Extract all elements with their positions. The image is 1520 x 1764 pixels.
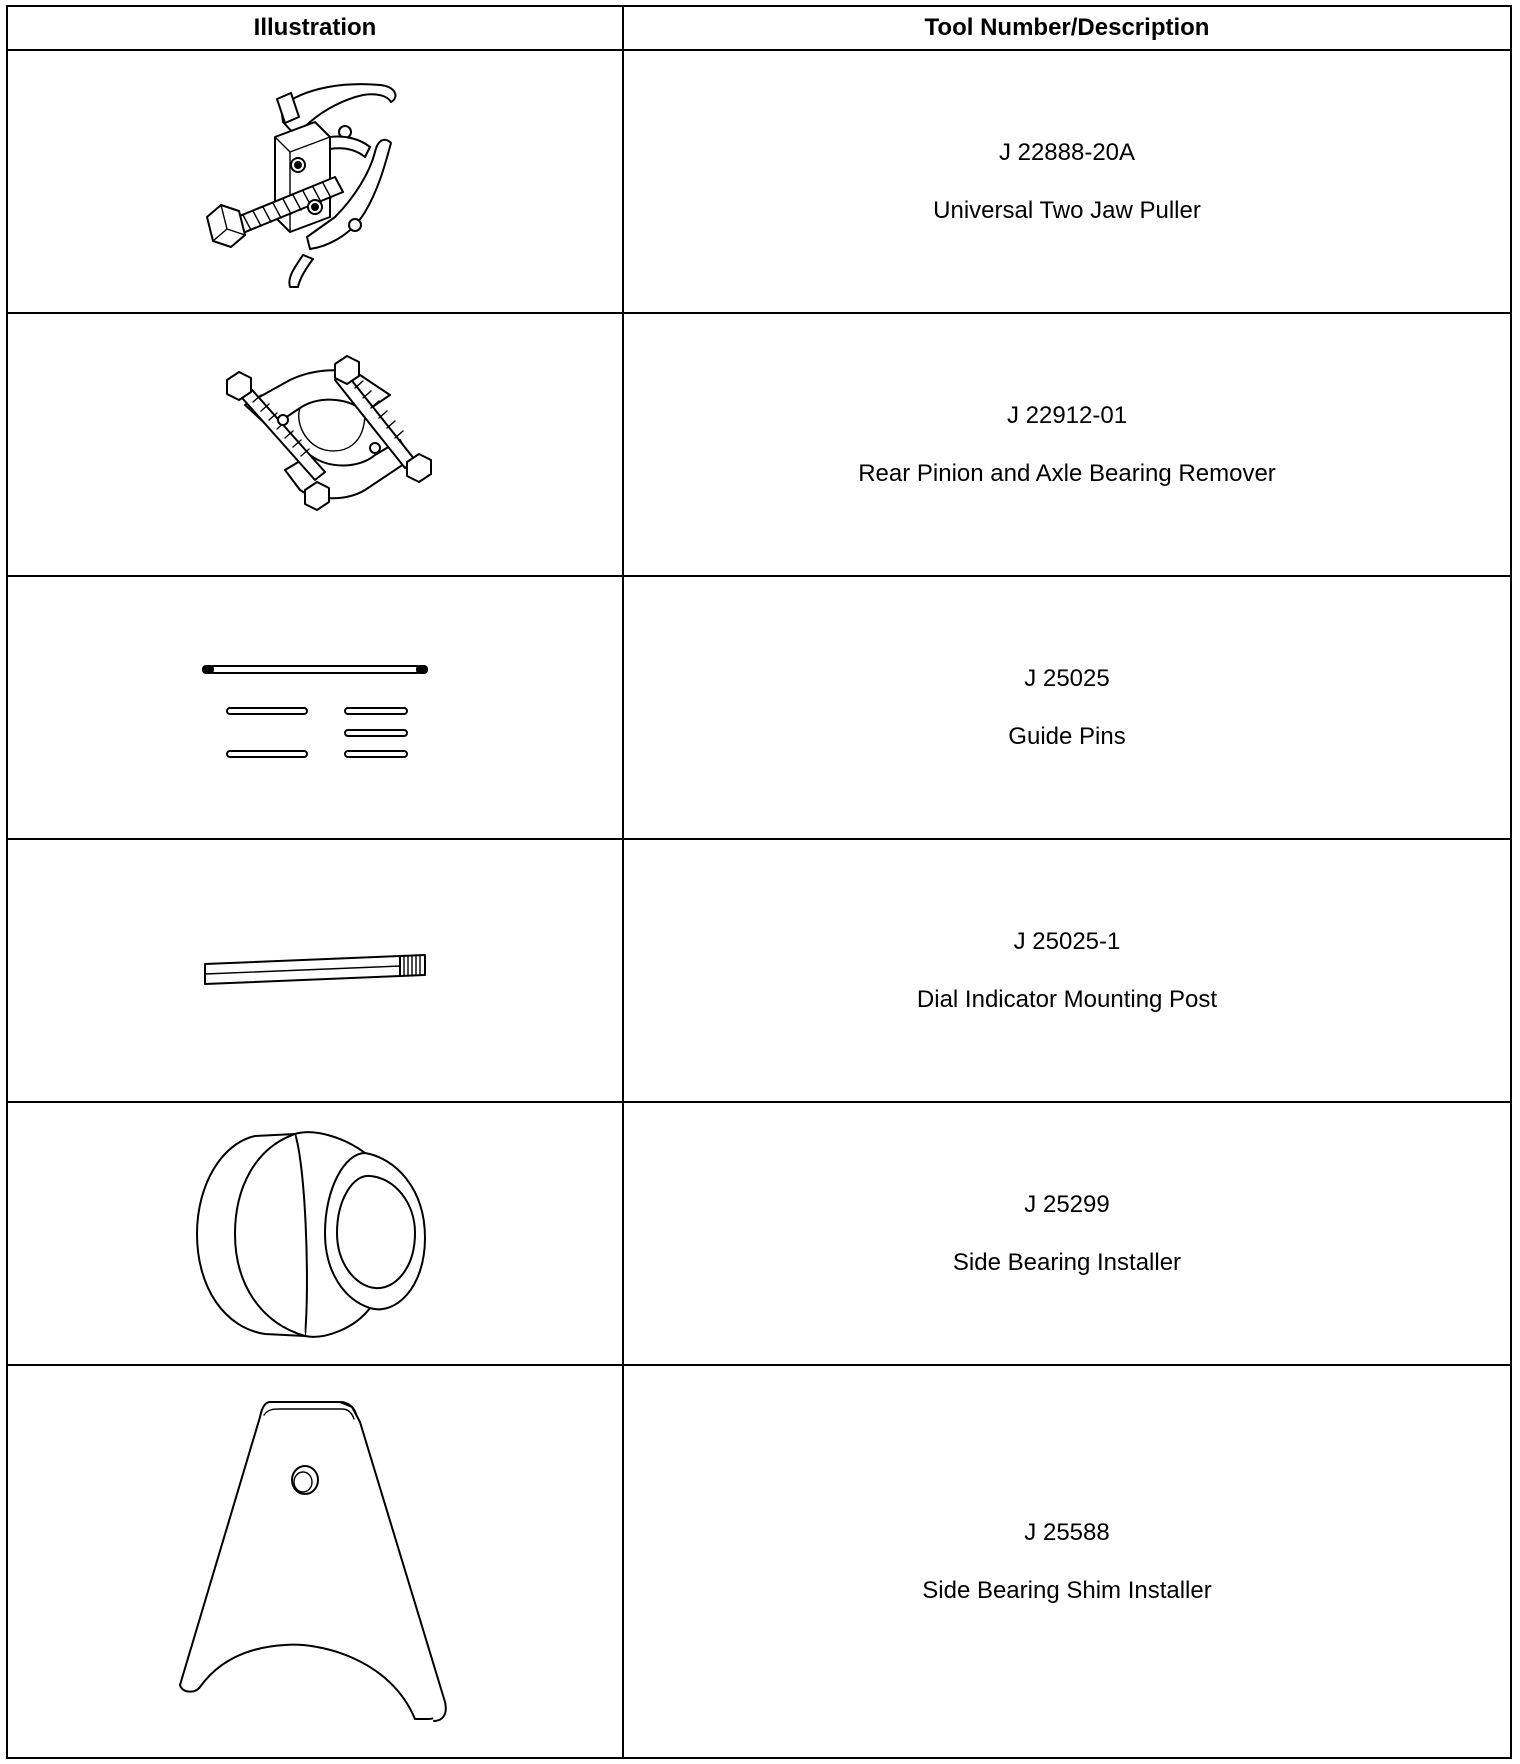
header-row [7,6,1511,50]
tool-number: J 22912-01 [1006,401,1128,429]
description-cell [623,313,1511,576]
illustration-cell [7,1102,623,1365]
table-row [7,839,1511,1102]
illustration-cell [7,839,623,1102]
illustration-cell [7,1365,623,1758]
illustration-cell [7,313,623,576]
description-cell [623,576,1511,839]
table-row [7,313,1511,576]
table-row [7,1365,1511,1758]
illustration-cell [7,576,623,839]
tool-description: Side Bearing Installer [952,1248,1182,1276]
header-illustration: Illustration [7,6,623,50]
table-row [7,576,1511,839]
bearing-remover-icon [195,350,435,540]
tool-description: Rear Pinion and Axle Bearing Remover [858,459,1276,487]
tool-table [6,5,1512,1759]
two-jaw-puller-icon [195,77,435,287]
description-cell [623,50,1511,313]
tool-number: J 25025 [1024,664,1110,692]
tool-description: Dial Indicator Mounting Post [916,985,1218,1013]
table-row [7,1102,1511,1365]
illustration-cell [7,50,623,313]
description-cell [623,1102,1511,1365]
guide-pins-icon [195,648,435,768]
bearing-installer-icon [195,1128,435,1340]
tool-description: Guide Pins [1008,722,1126,750]
mounting-post-icon [195,946,435,996]
table-row [7,50,1511,313]
tool-number: J 25588 [1024,1518,1110,1546]
tool-number: J 22888-20A [998,138,1136,166]
description-cell [623,1365,1511,1758]
tool-description: Universal Two Jaw Puller [933,196,1201,224]
tool-number: J 25025-1 [1013,927,1121,955]
shim-installer-icon [170,1397,460,1727]
description-cell [623,839,1511,1102]
tool-number: J 25299 [1024,1190,1110,1218]
tool-description: Side Bearing Shim Installer [922,1576,1212,1604]
header-tool-description: Tool Number/Description [623,6,1511,50]
